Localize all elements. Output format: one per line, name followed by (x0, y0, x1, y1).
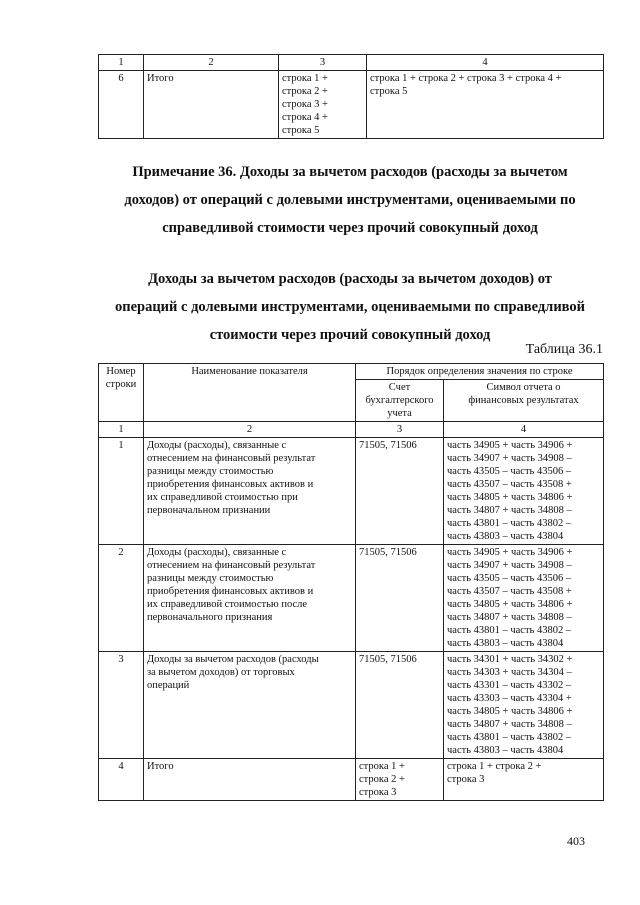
row-number: 3 (99, 652, 144, 759)
column-number-row (99, 422, 604, 438)
section-title: Доходы за вычетом расходов (расходы за вычетом доходов) от операций с долевыми инструментами, оцениваемыми по справедливой стоимости через прочий совокупный доход (114, 271, 586, 343)
indicator-name: Итого (144, 71, 279, 139)
indicator-name: Доходы (расходы), связанные с отнесением на финансовый результат разницы между стоимостью приобретения финансовых активов и их справедливой стоимостью после первоначального признания (144, 545, 356, 652)
account-cell: 71505, 71506 (356, 438, 444, 545)
table-row (99, 759, 604, 801)
header-procedure: Порядок определения значения по строке (356, 364, 604, 380)
row-number: 4 (99, 759, 144, 801)
symbol-cell: часть 34905 + часть 34906 + часть 34907 + часть 34908 – часть 43505 – часть 43506 – часть 43507 – часть 43508 + часть 34805 + часть 34806 + часть 34807 + часть 34808 – часть 43801 – часть 43802 – часть 43803 – часть 43804 (444, 545, 604, 652)
column-number-4: 4 (444, 422, 604, 438)
column-number-2: 2 (144, 55, 279, 71)
indicator-name: Итого (144, 759, 356, 801)
column-number-2: 2 (144, 422, 356, 438)
table-row (99, 438, 604, 545)
indicator-name: Доходы за вычетом расходов (расходы за вычетом доходов) от торговых операций (144, 652, 356, 759)
account-cell: 71505, 71506 (356, 545, 444, 652)
continued-table (98, 54, 604, 139)
table-row (99, 652, 604, 759)
column-number-3: 3 (356, 422, 444, 438)
symbol-cell: часть 34905 + часть 34906 + часть 34907 + часть 34908 – часть 43505 – часть 43506 – часть 43507 – часть 43508 + часть 34805 + часть 34806 + часть 34807 + часть 34808 – часть 43801 – часть 43802 – часть 43803 – часть 43804 (444, 438, 604, 545)
column-number-4: 4 (367, 55, 604, 71)
symbol-cell: строка 1 + строка 2 + строка 3 (444, 759, 604, 801)
header-row (99, 364, 604, 380)
row-number: 1 (99, 438, 144, 545)
symbol-cell: строка 1 + строка 2 + строка 3 + строка 4 + строка 5 (367, 71, 604, 139)
header-symbol: Символ отчета о финансовых результатах (444, 380, 604, 422)
header-row-number: Номер строки (99, 364, 144, 422)
account-cell: строка 1 + строка 2 + строка 3 + строка 4 + строка 5 (279, 71, 367, 139)
row-number: 6 (99, 71, 144, 139)
page-number: 403 (567, 834, 585, 848)
column-number-row (99, 55, 604, 71)
row-number: 2 (99, 545, 144, 652)
header-account: Счет бухгалтерского учета (356, 380, 444, 422)
column-number-1: 1 (99, 55, 144, 71)
note-title: Примечание 36. Доходы за вычетом расходов (расходы за вычетом доходов) от операций с долевыми инструментами, оцениваемыми по справедливой стоимости через прочий совокупный доход (124, 164, 576, 236)
account-cell: 71505, 71506 (356, 652, 444, 759)
main-table (98, 363, 604, 801)
symbol-cell: часть 34301 + часть 34302 + часть 34303 + часть 34304 – часть 43301 – часть 43302 – часть 43303 – часть 43304 + часть 34805 + часть 34806 + часть 34807 + часть 34808 – часть 43801 – часть 43802 – часть 43803 – часть 43804 (444, 652, 604, 759)
table-row (99, 71, 604, 139)
account-cell: строка 1 + строка 2 + строка 3 (356, 759, 444, 801)
table-row (99, 545, 604, 652)
header-indicator: Наименование показателя (144, 364, 356, 422)
indicator-name: Доходы (расходы), связанные с отнесением на финансовый результат разницы между стоимостью приобретения финансовых активов и их справедливой стоимостью при первоначальном признании (144, 438, 356, 545)
column-number-3: 3 (279, 55, 367, 71)
column-number-1: 1 (99, 422, 144, 438)
table-label: Таблица 36.1 (525, 342, 603, 357)
